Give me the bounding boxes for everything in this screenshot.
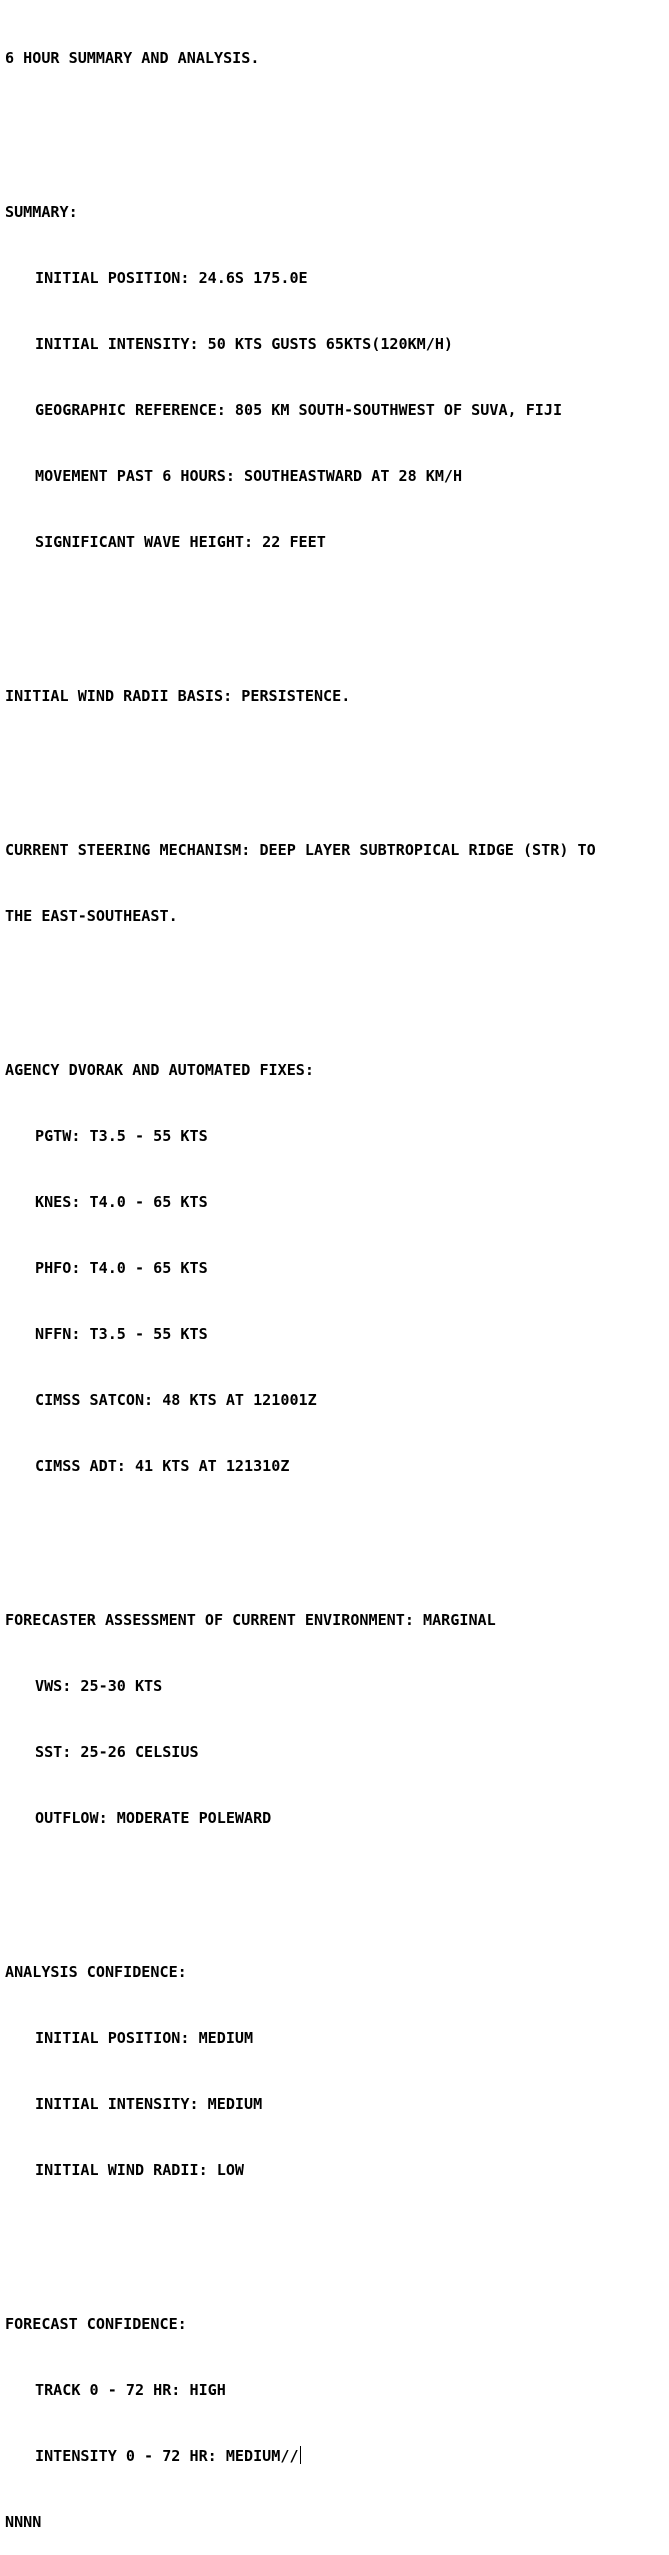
text-cursor bbox=[300, 2446, 301, 2464]
environment-heading: FORECASTER ASSESSMENT OF CURRENT ENVIRONMENT: MARGINAL bbox=[5, 1611, 496, 1629]
summary-movement: MOVEMENT PAST 6 HOURS: SOUTHEASTWARD AT 28 KM/H bbox=[35, 467, 463, 485]
bulletin-document bbox=[5, 3, 665, 2555]
dvorak-fix-phfo: PHFO: T4.0 - 65 KTS bbox=[35, 1259, 208, 1277]
dvorak-fix-nffn: NFFN: T3.5 - 55 KTS bbox=[35, 1325, 208, 1343]
dvorak-fix-knes: KNES: T4.0 - 65 KTS bbox=[35, 1193, 208, 1211]
bulletin-title: 6 HOUR SUMMARY AND ANALYSIS. bbox=[5, 49, 260, 67]
dvorak-fix-pgtw: PGTW: T3.5 - 55 KTS bbox=[35, 1127, 208, 1145]
blank-line bbox=[5, 113, 665, 135]
blank-line bbox=[5, 597, 665, 619]
analysis-confidence-position: INITIAL POSITION: MEDIUM bbox=[35, 2029, 254, 2047]
wind-radii-basis: INITIAL WIND RADII BASIS: PERSISTENCE. bbox=[5, 687, 351, 705]
environment-outflow: OUTFLOW: MODERATE POLEWARD bbox=[35, 1809, 272, 1827]
analysis-confidence-heading: ANALYSIS CONFIDENCE: bbox=[5, 1963, 187, 1981]
blank-line bbox=[5, 751, 665, 773]
analysis-confidence-wind-radii: INITIAL WIND RADII: LOW bbox=[35, 2161, 245, 2179]
steering-line-2: THE EAST-SOUTHEAST. bbox=[5, 907, 178, 925]
forecast-confidence-heading: FORECAST CONFIDENCE: bbox=[5, 2315, 187, 2333]
summary-initial-position: INITIAL POSITION: 24.6S 175.0E bbox=[35, 269, 308, 287]
summary-heading: SUMMARY: bbox=[5, 203, 78, 221]
summary-geographic-reference: GEOGRAPHIC REFERENCE: 805 KM SOUTH-SOUTHWEST OF SUVA, FIJI bbox=[35, 401, 563, 419]
dvorak-fix-cimss-satcon: CIMSS SATCON: 48 KTS AT 121001Z bbox=[35, 1391, 317, 1409]
blank-line bbox=[5, 1873, 665, 1895]
steering-line-1: CURRENT STEERING MECHANISM: DEEP LAYER SUBTROPICAL RIDGE (STR) TO bbox=[5, 841, 596, 859]
forecast-confidence-intensity: INTENSITY 0 - 72 HR: MEDIUM// bbox=[35, 2447, 299, 2465]
summary-wave-height: SIGNIFICANT WAVE HEIGHT: 22 FEET bbox=[35, 533, 326, 551]
dvorak-heading: AGENCY DVORAK AND AUTOMATED FIXES: bbox=[5, 1061, 314, 1079]
summary-initial-intensity: INITIAL INTENSITY: 50 KTS GUSTS 65KTS(120KM/H) bbox=[35, 335, 454, 353]
end-marker: NNNN bbox=[5, 2513, 42, 2531]
analysis-confidence-intensity: INITIAL INTENSITY: MEDIUM bbox=[35, 2095, 263, 2113]
forecast-confidence-track: TRACK 0 - 72 HR: HIGH bbox=[35, 2381, 226, 2399]
blank-line bbox=[5, 1521, 665, 1543]
blank-line bbox=[5, 2225, 665, 2247]
blank-line bbox=[5, 971, 665, 993]
forecast-confidence-intensity-row bbox=[5, 2445, 665, 2467]
environment-sst: SST: 25-26 CELSIUS bbox=[35, 1743, 199, 1761]
dvorak-fix-cimss-adt: CIMSS ADT: 41 KTS AT 121310Z bbox=[35, 1457, 290, 1475]
environment-vws: VWS: 25-30 KTS bbox=[35, 1677, 163, 1695]
